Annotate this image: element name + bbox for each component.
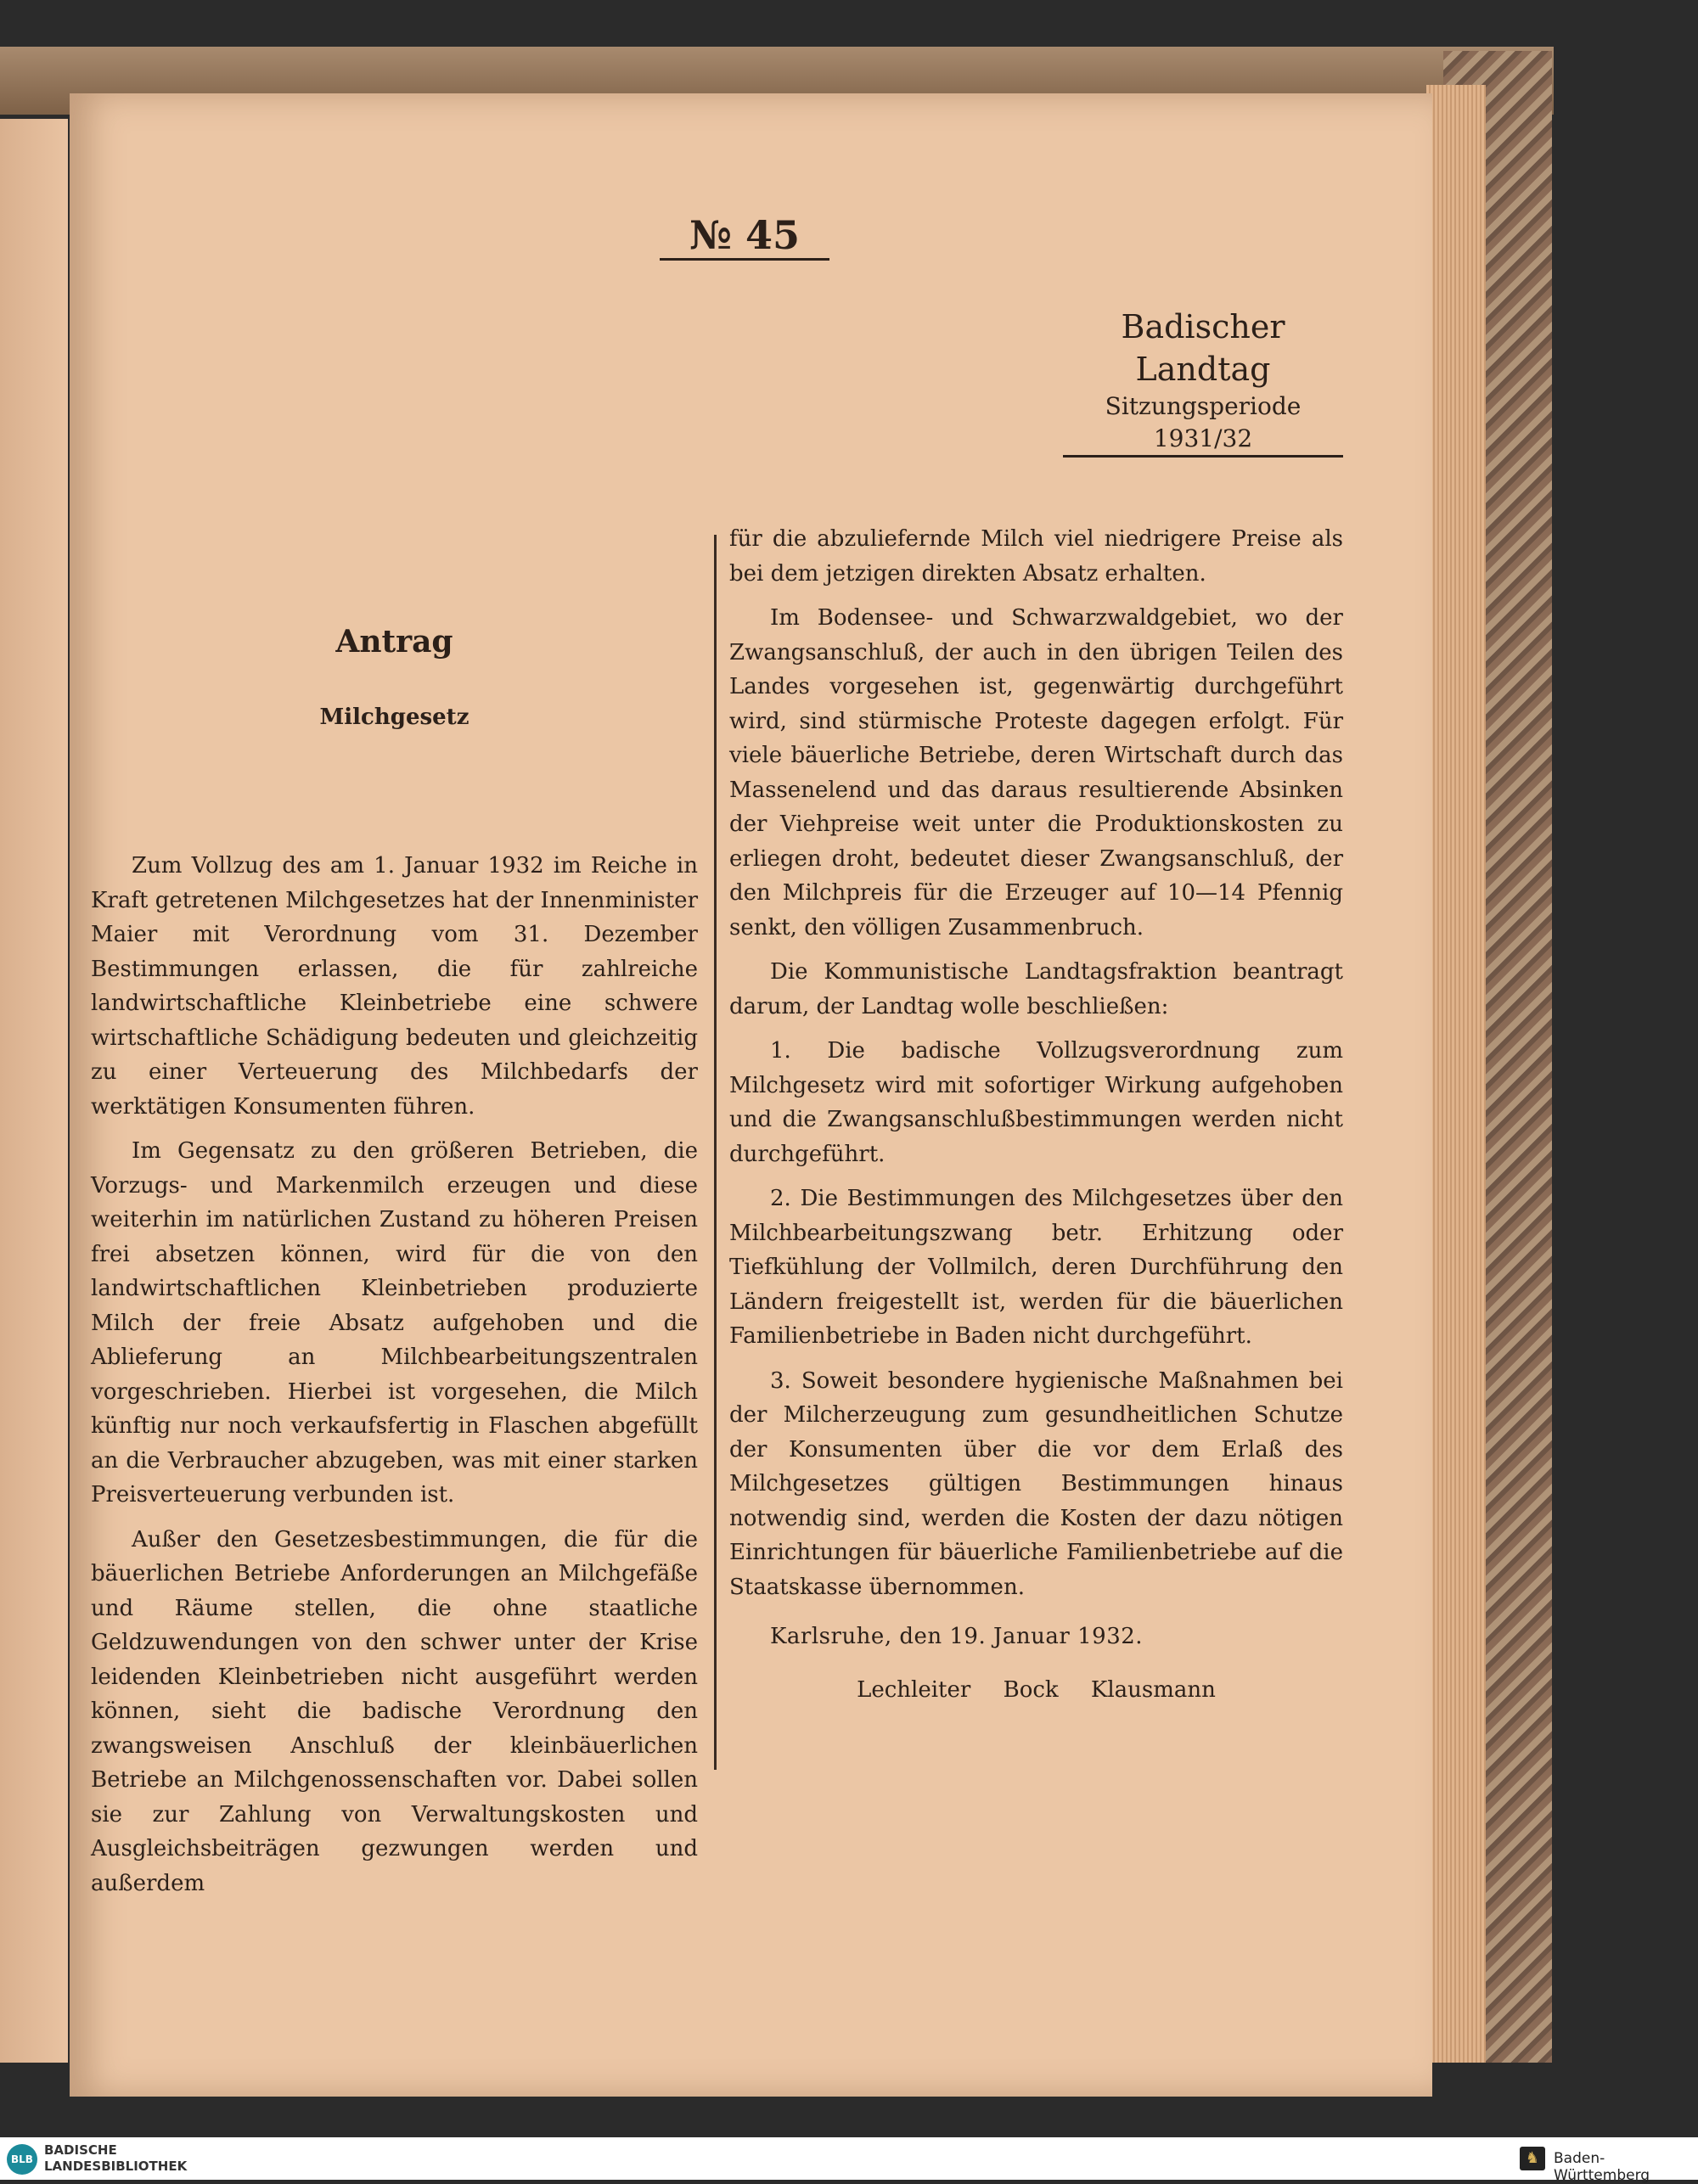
- document-subtitle: Milchgesetz: [319, 705, 469, 730]
- blb-logo-icon[interactable]: BLB: [7, 2144, 37, 2175]
- resolution-item-1: 1. Die badische Vollzugsverordnung zum Milchgesetz wird mit sofortiger Wirkung aufgehoben und die Zwangsanschlußbestimmungen werden nicht durchgeführt.: [729, 1038, 1343, 1167]
- header-period: 1931/32: [1063, 423, 1343, 458]
- page-stack-edge: [1426, 85, 1486, 2063]
- signatures: Lechleiter Bock Klausmann: [857, 1676, 1216, 1703]
- right-paragraph-1: für die abzuliefernde Milch viel niedrigere Preise als bei dem jetzigen direkten Absatz erhalten.: [729, 526, 1343, 587]
- library-name-line1: BADISCHE: [44, 2142, 117, 2158]
- right-paragraph-2: Im Bodensee- und Schwarzwaldgebiet, wo der Zwangsanschluß, der auch in den übrigen Teilen des Landes vorgesehen ist, gegenwärtig durchgeführt wird, sind stürmische Proteste dagegen erfolgt. Für viele bäuerliche Betriebe, deren Wirtschaft durch das Massenelend und das daraus resultierende Absinken der Viehpreise weit unter die Produktionskosten zu erliegen droht, bedeutet dieser Zwangsanschluß, der den Milchpreis für die Erzeuger auf 10—14 Pfennig senkt, den völligen Zusammenbruch.: [729, 605, 1343, 940]
- library-name: [44, 2142, 187, 2175]
- document-title: Antrag: [335, 624, 453, 660]
- left-paragraph-3: Außer den Gesetzesbestimmungen, die für die bäuerlichen Betriebe Anforderungen an Milchgefäße und Räume stellen, die ohne staatliche Geldzuwendungen von den schwer unter der Krise leidenden Kleinbetrieben nicht ausgeführt werden können, sieht die badische Verordnung den zwangsweisen Anschluß der kleinbäuerlichen Betriebe an Milchgenossenschaften vor. Dabei sollen sie zur Zahlung von Verwaltungskosten und Ausgleichsbeiträgen gezwungen werden und außerdem: [91, 1526, 698, 1896]
- resolution-item-2: 2. Die Bestimmungen des Milchgesetzes über den Milchbearbeitungszwang betr. Erhitzung oder Tiefkühlung der Vollmilch, deren Durchführung den Ländern freigestellt ist, werden für die bäuerlichen Familienbetriebe in Baden nicht durchgeführt.: [729, 1186, 1343, 1349]
- left-page-edge: [0, 119, 68, 2063]
- right-column: [729, 522, 1343, 1707]
- library-name-line2: LANDESBIBLIOTHEK: [44, 2159, 188, 2174]
- right-paragraph-3: Die Kommunistische Landtagsfraktion beantragt darum, der Landtag wolle beschließen:: [729, 959, 1343, 1019]
- left-paragraph-1: Zum Vollzug des am 1. Januar 1932 im Reiche in Kraft getretenen Milchgesetzes hat der Innenminister Maier mit Verordnung vom 31. Dezember Bestimmungen erlassen, die für zahlreiche landwirtschaftliche Kleinbetriebe eine schwere wirtschaftliche Schädigung bedeuten und gleichzeitig zu einer Verteuerung des Milchbedarfs der werktätigen Konsumenten führen.: [91, 853, 698, 1120]
- coat-of-arms-icon: ♞: [1520, 2147, 1545, 2170]
- resolution-item-3: 3. Soweit besondere hygienische Maßnahmen bei der Milcherzeugung zum gesundheitlichen Schutze der Konsumenten über die vor dem Erlaß des Milchgesetzes gültigen Bestimmungen hinaus notwendig sind, werden die Kosten der dazu nötigen Einrichtungen für bäuerliche Familienbetriebe auf die Staatskasse übernommen.: [729, 1367, 1343, 1600]
- header-block: [1063, 306, 1343, 458]
- column-divider: [714, 535, 717, 1770]
- left-paragraph-2: Im Gegensatz zu den größeren Betrieben, die Vorzugs- und Markenmilch erzeugen und diese weiterhin im natürlichen Zustand zu höheren Preisen frei absetzen können, wird für die von den landwirtschaftlichen Kleinbetrieben produzierte Milch der freie Absatz aufgehoben und die Ablieferung an Milchbearbeitungszentralen vorgeschrieben. Hierbei ist vorgesehen, die Milch künftig nur noch verkaufsfertig in Flaschen abgefüllt an die Verbraucher abzugeben, was mit einer starken Preisverteuerung verbunden ist.: [91, 1138, 698, 1507]
- left-column: [91, 849, 698, 1900]
- document-page: [70, 93, 1432, 2097]
- footer-bar: [0, 2137, 1698, 2184]
- header-title: Badischer Landtag: [1121, 308, 1285, 388]
- header-session: Sitzungsperiode: [1105, 392, 1302, 420]
- state-name[interactable]: Baden-Württemberg: [1554, 2150, 1650, 2184]
- document-number: № 45: [660, 212, 829, 261]
- place-date: Karlsruhe, den 19. Januar 1932.: [770, 1624, 1144, 1649]
